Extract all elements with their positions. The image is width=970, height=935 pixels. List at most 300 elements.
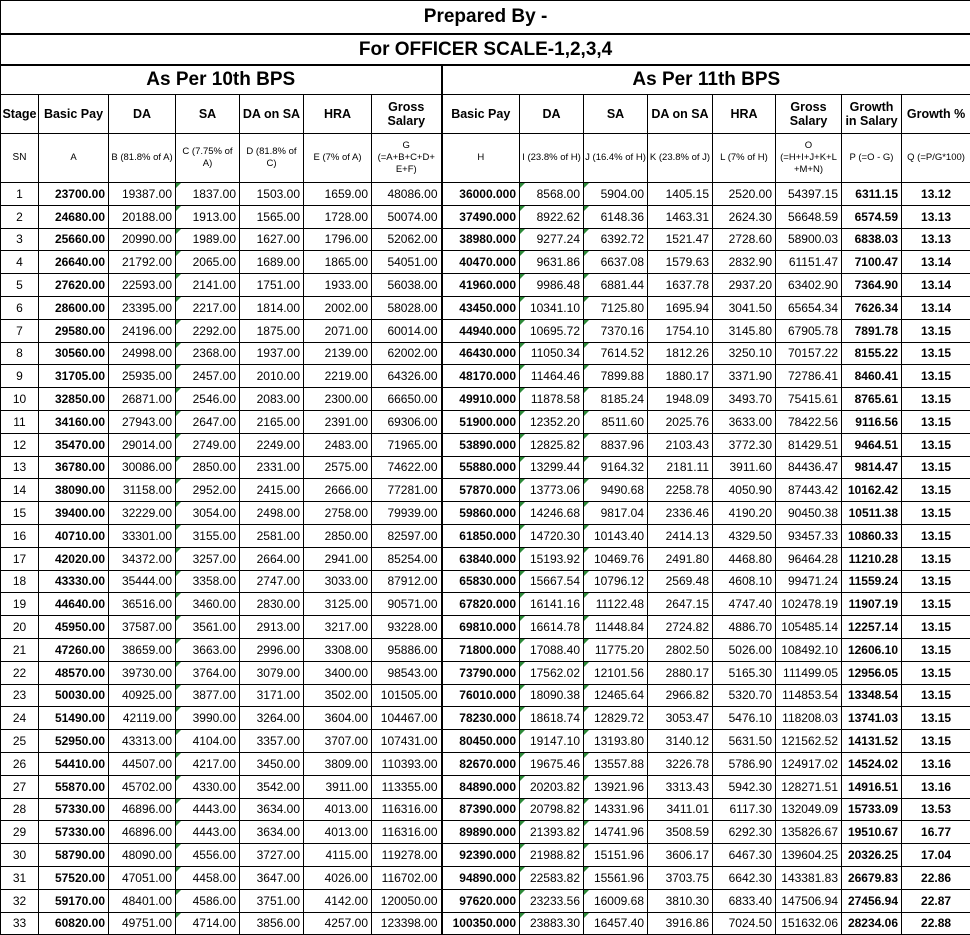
cell-h: 76010.000 — [442, 684, 520, 707]
cell-e: 4013.00 — [304, 821, 372, 844]
subheader-k: K (23.8% of J) — [648, 134, 713, 183]
cell-e: 1728.00 — [304, 205, 372, 228]
cell-q: 13.15 — [902, 342, 970, 365]
cell-h: 59860.000 — [442, 502, 520, 525]
cell-stage: 11 — [1, 410, 39, 433]
cell-l: 6642.30 — [713, 866, 776, 889]
cell-k: 1948.09 — [648, 388, 713, 411]
cell-q: 13.16 — [902, 752, 970, 775]
subheader-d: D (81.8% of C) — [240, 134, 304, 183]
cell-q: 13.15 — [902, 433, 970, 456]
cell-l: 3371.90 — [713, 365, 776, 388]
cell-l: 5026.00 — [713, 638, 776, 661]
cell-j: 6392.72 — [584, 228, 648, 251]
cell-p: 19510.67 — [842, 821, 902, 844]
cell-k: 3508.59 — [648, 821, 713, 844]
cell-a: 25660.00 — [39, 228, 109, 251]
cell-e: 2219.00 — [304, 365, 372, 388]
cell-b: 44507.00 — [109, 752, 176, 775]
cell-b: 19387.00 — [109, 183, 176, 206]
cell-p: 6574.59 — [842, 205, 902, 228]
cell-k: 2880.17 — [648, 661, 713, 684]
cell-p: 7891.78 — [842, 319, 902, 342]
cell-e: 3707.00 — [304, 730, 372, 753]
cell-q: 13.15 — [902, 661, 970, 684]
cell-l: 2832.90 — [713, 251, 776, 274]
cell-g: 104467.00 — [372, 707, 442, 730]
cell-a: 36780.00 — [39, 456, 109, 479]
cell-g: 116316.00 — [372, 821, 442, 844]
cell-k: 2724.82 — [648, 616, 713, 639]
table-row — [1, 616, 970, 639]
cell-o: 99471.24 — [776, 570, 842, 593]
cell-q: 13.15 — [902, 365, 970, 388]
cell-stage: 30 — [1, 844, 39, 867]
cell-j: 6637.08 — [584, 251, 648, 274]
cell-stage: 14 — [1, 479, 39, 502]
cell-a: 40710.00 — [39, 524, 109, 547]
cell-j: 5904.00 — [584, 183, 648, 206]
title-prepared-by: Prepared By - — [1, 1, 970, 35]
cell-o: 54397.15 — [776, 183, 842, 206]
cell-i: 13299.44 — [520, 456, 584, 479]
cell-b: 21792.00 — [109, 251, 176, 274]
cell-o: 93457.33 — [776, 524, 842, 547]
cell-g: 113355.00 — [372, 775, 442, 798]
cell-b: 31158.00 — [109, 479, 176, 502]
cell-o: 65654.34 — [776, 296, 842, 319]
cell-a: 30560.00 — [39, 342, 109, 365]
cell-d: 3727.00 — [240, 844, 304, 867]
cell-l: 5786.90 — [713, 752, 776, 775]
cell-a: 28600.00 — [39, 296, 109, 319]
cell-g: 116316.00 — [372, 798, 442, 821]
cell-g: 93228.00 — [372, 616, 442, 639]
cell-b: 42119.00 — [109, 707, 176, 730]
cell-e: 4026.00 — [304, 866, 372, 889]
cell-q: 13.14 — [902, 274, 970, 297]
cell-a: 48570.00 — [39, 661, 109, 684]
cell-p: 12257.14 — [842, 616, 902, 639]
subheader-h: H — [442, 134, 520, 183]
cell-e: 3125.00 — [304, 593, 372, 616]
cell-p: 8155.22 — [842, 342, 902, 365]
table-row — [1, 775, 970, 798]
header-p: Growth in Salary — [842, 95, 902, 134]
cell-h: 41960.000 — [442, 274, 520, 297]
header-c: SA — [176, 95, 240, 134]
cell-h: 65830.000 — [442, 570, 520, 593]
cell-g: 60014.00 — [372, 319, 442, 342]
cell-l: 5631.50 — [713, 730, 776, 753]
cell-l: 7024.50 — [713, 912, 776, 935]
cell-d: 2331.00 — [240, 456, 304, 479]
cell-d: 3079.00 — [240, 661, 304, 684]
cell-c: 4458.00 — [176, 866, 240, 889]
cell-l: 5320.70 — [713, 684, 776, 707]
cell-p: 14916.51 — [842, 775, 902, 798]
cell-i: 20798.82 — [520, 798, 584, 821]
header-o: Gross Salary — [776, 95, 842, 134]
cell-c: 2457.00 — [176, 365, 240, 388]
cell-e: 3217.00 — [304, 616, 372, 639]
cell-h: 43450.000 — [442, 296, 520, 319]
cell-e: 4013.00 — [304, 798, 372, 821]
cell-e: 3033.00 — [304, 570, 372, 593]
cell-c: 4330.00 — [176, 775, 240, 798]
cell-a: 39400.00 — [39, 502, 109, 525]
table-row — [1, 912, 970, 935]
cell-k: 2647.15 — [648, 593, 713, 616]
cell-c: 4443.00 — [176, 798, 240, 821]
cell-d: 1689.00 — [240, 251, 304, 274]
cell-i: 8568.00 — [520, 183, 584, 206]
cell-stage: 20 — [1, 616, 39, 639]
cell-p: 11210.28 — [842, 547, 902, 570]
cell-q: 13.15 — [902, 638, 970, 661]
cell-p: 12956.05 — [842, 661, 902, 684]
cell-i: 9986.48 — [520, 274, 584, 297]
cell-b: 47051.00 — [109, 866, 176, 889]
cell-d: 2664.00 — [240, 547, 304, 570]
cell-d: 2996.00 — [240, 638, 304, 661]
cell-o: 90450.38 — [776, 502, 842, 525]
cell-i: 23883.30 — [520, 912, 584, 935]
table-row — [1, 296, 970, 319]
cell-g: 74622.00 — [372, 456, 442, 479]
cell-l: 4608.10 — [713, 570, 776, 593]
cell-h: 55880.000 — [442, 456, 520, 479]
cell-a: 52950.00 — [39, 730, 109, 753]
cell-a: 42020.00 — [39, 547, 109, 570]
cell-a: 27620.00 — [39, 274, 109, 297]
cell-o: 102478.19 — [776, 593, 842, 616]
cell-l: 3250.10 — [713, 342, 776, 365]
cell-a: 59170.00 — [39, 889, 109, 912]
cell-e: 2139.00 — [304, 342, 372, 365]
cell-g: 77281.00 — [372, 479, 442, 502]
table-row — [1, 844, 970, 867]
cell-o: 139604.25 — [776, 844, 842, 867]
cell-d: 3751.00 — [240, 889, 304, 912]
cell-j: 7899.88 — [584, 365, 648, 388]
cell-o: 87443.42 — [776, 479, 842, 502]
cell-a: 31705.00 — [39, 365, 109, 388]
cell-c: 3155.00 — [176, 524, 240, 547]
cell-i: 16141.16 — [520, 593, 584, 616]
cell-p: 10162.42 — [842, 479, 902, 502]
header-h: Basic Pay — [442, 95, 520, 134]
cell-b: 48090.00 — [109, 844, 176, 867]
cell-o: 105485.14 — [776, 616, 842, 639]
cell-stage: 10 — [1, 388, 39, 411]
cell-o: 128271.51 — [776, 775, 842, 798]
cell-j: 6148.36 — [584, 205, 648, 228]
cell-c: 1913.00 — [176, 205, 240, 228]
cell-k: 3411.01 — [648, 798, 713, 821]
cell-e: 2758.00 — [304, 502, 372, 525]
cell-i: 8922.62 — [520, 205, 584, 228]
cell-h: 40470.000 — [442, 251, 520, 274]
cell-q: 22.87 — [902, 889, 970, 912]
cell-i: 14720.30 — [520, 524, 584, 547]
cell-c: 3990.00 — [176, 707, 240, 730]
cell-p: 10511.38 — [842, 502, 902, 525]
cell-stage: 8 — [1, 342, 39, 365]
cell-o: 132049.09 — [776, 798, 842, 821]
cell-l: 4050.90 — [713, 479, 776, 502]
cell-k: 1405.15 — [648, 183, 713, 206]
cell-j: 13557.88 — [584, 752, 648, 775]
cell-b: 40925.00 — [109, 684, 176, 707]
cell-d: 1814.00 — [240, 296, 304, 319]
cell-e: 4257.00 — [304, 912, 372, 935]
cell-p: 9814.47 — [842, 456, 902, 479]
cell-stage: 6 — [1, 296, 39, 319]
cell-b: 27943.00 — [109, 410, 176, 433]
cell-a: 57520.00 — [39, 866, 109, 889]
cell-b: 48401.00 — [109, 889, 176, 912]
cell-i: 16614.78 — [520, 616, 584, 639]
table-row — [1, 889, 970, 912]
cell-g: 58028.00 — [372, 296, 442, 319]
cell-h: 67820.000 — [442, 593, 520, 616]
cell-g: 87912.00 — [372, 570, 442, 593]
subheader-b: B (81.8% of A) — [109, 134, 176, 183]
cell-a: 55870.00 — [39, 775, 109, 798]
cell-a: 57330.00 — [39, 798, 109, 821]
cell-stage: 19 — [1, 593, 39, 616]
cell-k: 1637.78 — [648, 274, 713, 297]
cell-l: 3145.80 — [713, 319, 776, 342]
cell-c: 2141.00 — [176, 274, 240, 297]
table-row — [1, 365, 970, 388]
cell-stage: 3 — [1, 228, 39, 251]
cell-j: 7370.16 — [584, 319, 648, 342]
table-row — [1, 433, 970, 456]
cell-i: 14246.68 — [520, 502, 584, 525]
cell-stage: 33 — [1, 912, 39, 935]
cell-i: 15667.54 — [520, 570, 584, 593]
cell-i: 21988.82 — [520, 844, 584, 867]
cell-e: 3911.00 — [304, 775, 372, 798]
cell-k: 3313.43 — [648, 775, 713, 798]
cell-p: 6838.03 — [842, 228, 902, 251]
cell-g: 71965.00 — [372, 433, 442, 456]
cell-stage: 23 — [1, 684, 39, 707]
cell-k: 2569.48 — [648, 570, 713, 593]
cell-o: 70157.22 — [776, 342, 842, 365]
cell-c: 1837.00 — [176, 183, 240, 206]
subheader-c: C (7.75% of A) — [176, 134, 240, 183]
cell-stage: 31 — [1, 866, 39, 889]
cell-j: 9817.04 — [584, 502, 648, 525]
cell-stage: 32 — [1, 889, 39, 912]
column-header-row — [1, 95, 970, 134]
cell-l: 4886.70 — [713, 616, 776, 639]
cell-k: 3606.17 — [648, 844, 713, 867]
cell-a: 26640.00 — [39, 251, 109, 274]
cell-l: 5476.10 — [713, 707, 776, 730]
table-row — [1, 502, 970, 525]
cell-e: 1865.00 — [304, 251, 372, 274]
cell-stage: 28 — [1, 798, 39, 821]
cell-g: 69306.00 — [372, 410, 442, 433]
cell-g: 54051.00 — [372, 251, 442, 274]
cell-i: 21393.82 — [520, 821, 584, 844]
cell-c: 2952.00 — [176, 479, 240, 502]
cell-k: 2802.50 — [648, 638, 713, 661]
cell-k: 2181.11 — [648, 456, 713, 479]
cell-k: 2336.46 — [648, 502, 713, 525]
subheader-o: O (=H+I+J+K+L +M+N) — [776, 134, 842, 183]
section-11th-bps: As Per 11th BPS — [442, 65, 970, 95]
table-row — [1, 228, 970, 251]
header-j: SA — [584, 95, 648, 134]
cell-i: 10341.10 — [520, 296, 584, 319]
cell-b: 46896.00 — [109, 798, 176, 821]
table-row — [1, 524, 970, 547]
cell-g: 82597.00 — [372, 524, 442, 547]
cell-j: 7125.80 — [584, 296, 648, 319]
cell-b: 23395.00 — [109, 296, 176, 319]
cell-k: 3916.86 — [648, 912, 713, 935]
subheader-e: E (7% of A) — [304, 134, 372, 183]
header-g: Gross Salary — [372, 95, 442, 134]
cell-b: 33301.00 — [109, 524, 176, 547]
cell-c: 2546.00 — [176, 388, 240, 411]
cell-p: 8460.41 — [842, 365, 902, 388]
cell-d: 2581.00 — [240, 524, 304, 547]
cell-p: 7364.90 — [842, 274, 902, 297]
cell-p: 8765.61 — [842, 388, 902, 411]
cell-a: 57330.00 — [39, 821, 109, 844]
table-row — [1, 319, 970, 342]
subheader-q: Q (=P/G*100) — [902, 134, 970, 183]
cell-a: 54410.00 — [39, 752, 109, 775]
cell-g: 95886.00 — [372, 638, 442, 661]
cell-stage: 5 — [1, 274, 39, 297]
cell-p: 26679.83 — [842, 866, 902, 889]
cell-j: 13921.96 — [584, 775, 648, 798]
cell-l: 2624.30 — [713, 205, 776, 228]
cell-c: 4443.00 — [176, 821, 240, 844]
cell-stage: 13 — [1, 456, 39, 479]
cell-p: 9116.56 — [842, 410, 902, 433]
subheader-p: P (=O - G) — [842, 134, 902, 183]
table-row — [1, 388, 970, 411]
cell-c: 3561.00 — [176, 616, 240, 639]
cell-j: 8511.60 — [584, 410, 648, 433]
cell-q: 22.86 — [902, 866, 970, 889]
cell-q: 13.12 — [902, 183, 970, 206]
subheader-l: L (7% of H) — [713, 134, 776, 183]
cell-k: 3703.75 — [648, 866, 713, 889]
cell-j: 9490.68 — [584, 479, 648, 502]
cell-e: 3604.00 — [304, 707, 372, 730]
subheader-g: G (=A+B+C+D+ E+F) — [372, 134, 442, 183]
cell-q: 13.15 — [902, 479, 970, 502]
cell-o: 81429.51 — [776, 433, 842, 456]
table-row — [1, 570, 970, 593]
cell-d: 3634.00 — [240, 798, 304, 821]
cell-g: 52062.00 — [372, 228, 442, 251]
cell-l: 4747.40 — [713, 593, 776, 616]
cell-a: 35470.00 — [39, 433, 109, 456]
cell-k: 2025.76 — [648, 410, 713, 433]
cell-l: 5942.30 — [713, 775, 776, 798]
cell-h: 44940.000 — [442, 319, 520, 342]
cell-e: 4115.00 — [304, 844, 372, 867]
cell-k: 3140.12 — [648, 730, 713, 753]
table-row — [1, 752, 970, 775]
cell-p: 14131.52 — [842, 730, 902, 753]
cell-l: 2728.60 — [713, 228, 776, 251]
cell-e: 2002.00 — [304, 296, 372, 319]
table-row — [1, 183, 970, 206]
cell-e: 2300.00 — [304, 388, 372, 411]
cell-i: 17088.40 — [520, 638, 584, 661]
cell-d: 3647.00 — [240, 866, 304, 889]
cell-l: 3911.60 — [713, 456, 776, 479]
table-row — [1, 547, 970, 570]
header-q: Growth % — [902, 95, 970, 134]
cell-d: 2747.00 — [240, 570, 304, 593]
cell-stage: 25 — [1, 730, 39, 753]
cell-stage: 7 — [1, 319, 39, 342]
cell-d: 3264.00 — [240, 707, 304, 730]
cell-b: 29014.00 — [109, 433, 176, 456]
cell-l: 3041.50 — [713, 296, 776, 319]
cell-k: 2258.78 — [648, 479, 713, 502]
cell-l: 4329.50 — [713, 524, 776, 547]
cell-b: 22593.00 — [109, 274, 176, 297]
cell-c: 2065.00 — [176, 251, 240, 274]
cell-o: 147506.94 — [776, 889, 842, 912]
cell-o: 61151.47 — [776, 251, 842, 274]
cell-c: 4586.00 — [176, 889, 240, 912]
cell-h: 71800.000 — [442, 638, 520, 661]
cell-o: 111499.05 — [776, 661, 842, 684]
cell-e: 3502.00 — [304, 684, 372, 707]
cell-stage: 27 — [1, 775, 39, 798]
cell-i: 10695.72 — [520, 319, 584, 342]
cell-c: 4104.00 — [176, 730, 240, 753]
cell-b: 34372.00 — [109, 547, 176, 570]
cell-q: 13.16 — [902, 775, 970, 798]
cell-k: 1754.10 — [648, 319, 713, 342]
cell-b: 35444.00 — [109, 570, 176, 593]
cell-i: 13773.06 — [520, 479, 584, 502]
cell-d: 2913.00 — [240, 616, 304, 639]
cell-o: 58900.03 — [776, 228, 842, 251]
cell-e: 3308.00 — [304, 638, 372, 661]
cell-stage: 29 — [1, 821, 39, 844]
cell-q: 13.14 — [902, 296, 970, 319]
cell-a: 38090.00 — [39, 479, 109, 502]
cell-j: 13193.80 — [584, 730, 648, 753]
cell-h: 78230.000 — [442, 707, 520, 730]
cell-d: 1937.00 — [240, 342, 304, 365]
header-d: DA on SA — [240, 95, 304, 134]
cell-c: 4217.00 — [176, 752, 240, 775]
cell-l: 2937.20 — [713, 274, 776, 297]
table-row — [1, 684, 970, 707]
header-a: Basic Pay — [39, 95, 109, 134]
cell-h: 48170.000 — [442, 365, 520, 388]
cell-a: 43330.00 — [39, 570, 109, 593]
cell-g: 98543.00 — [372, 661, 442, 684]
